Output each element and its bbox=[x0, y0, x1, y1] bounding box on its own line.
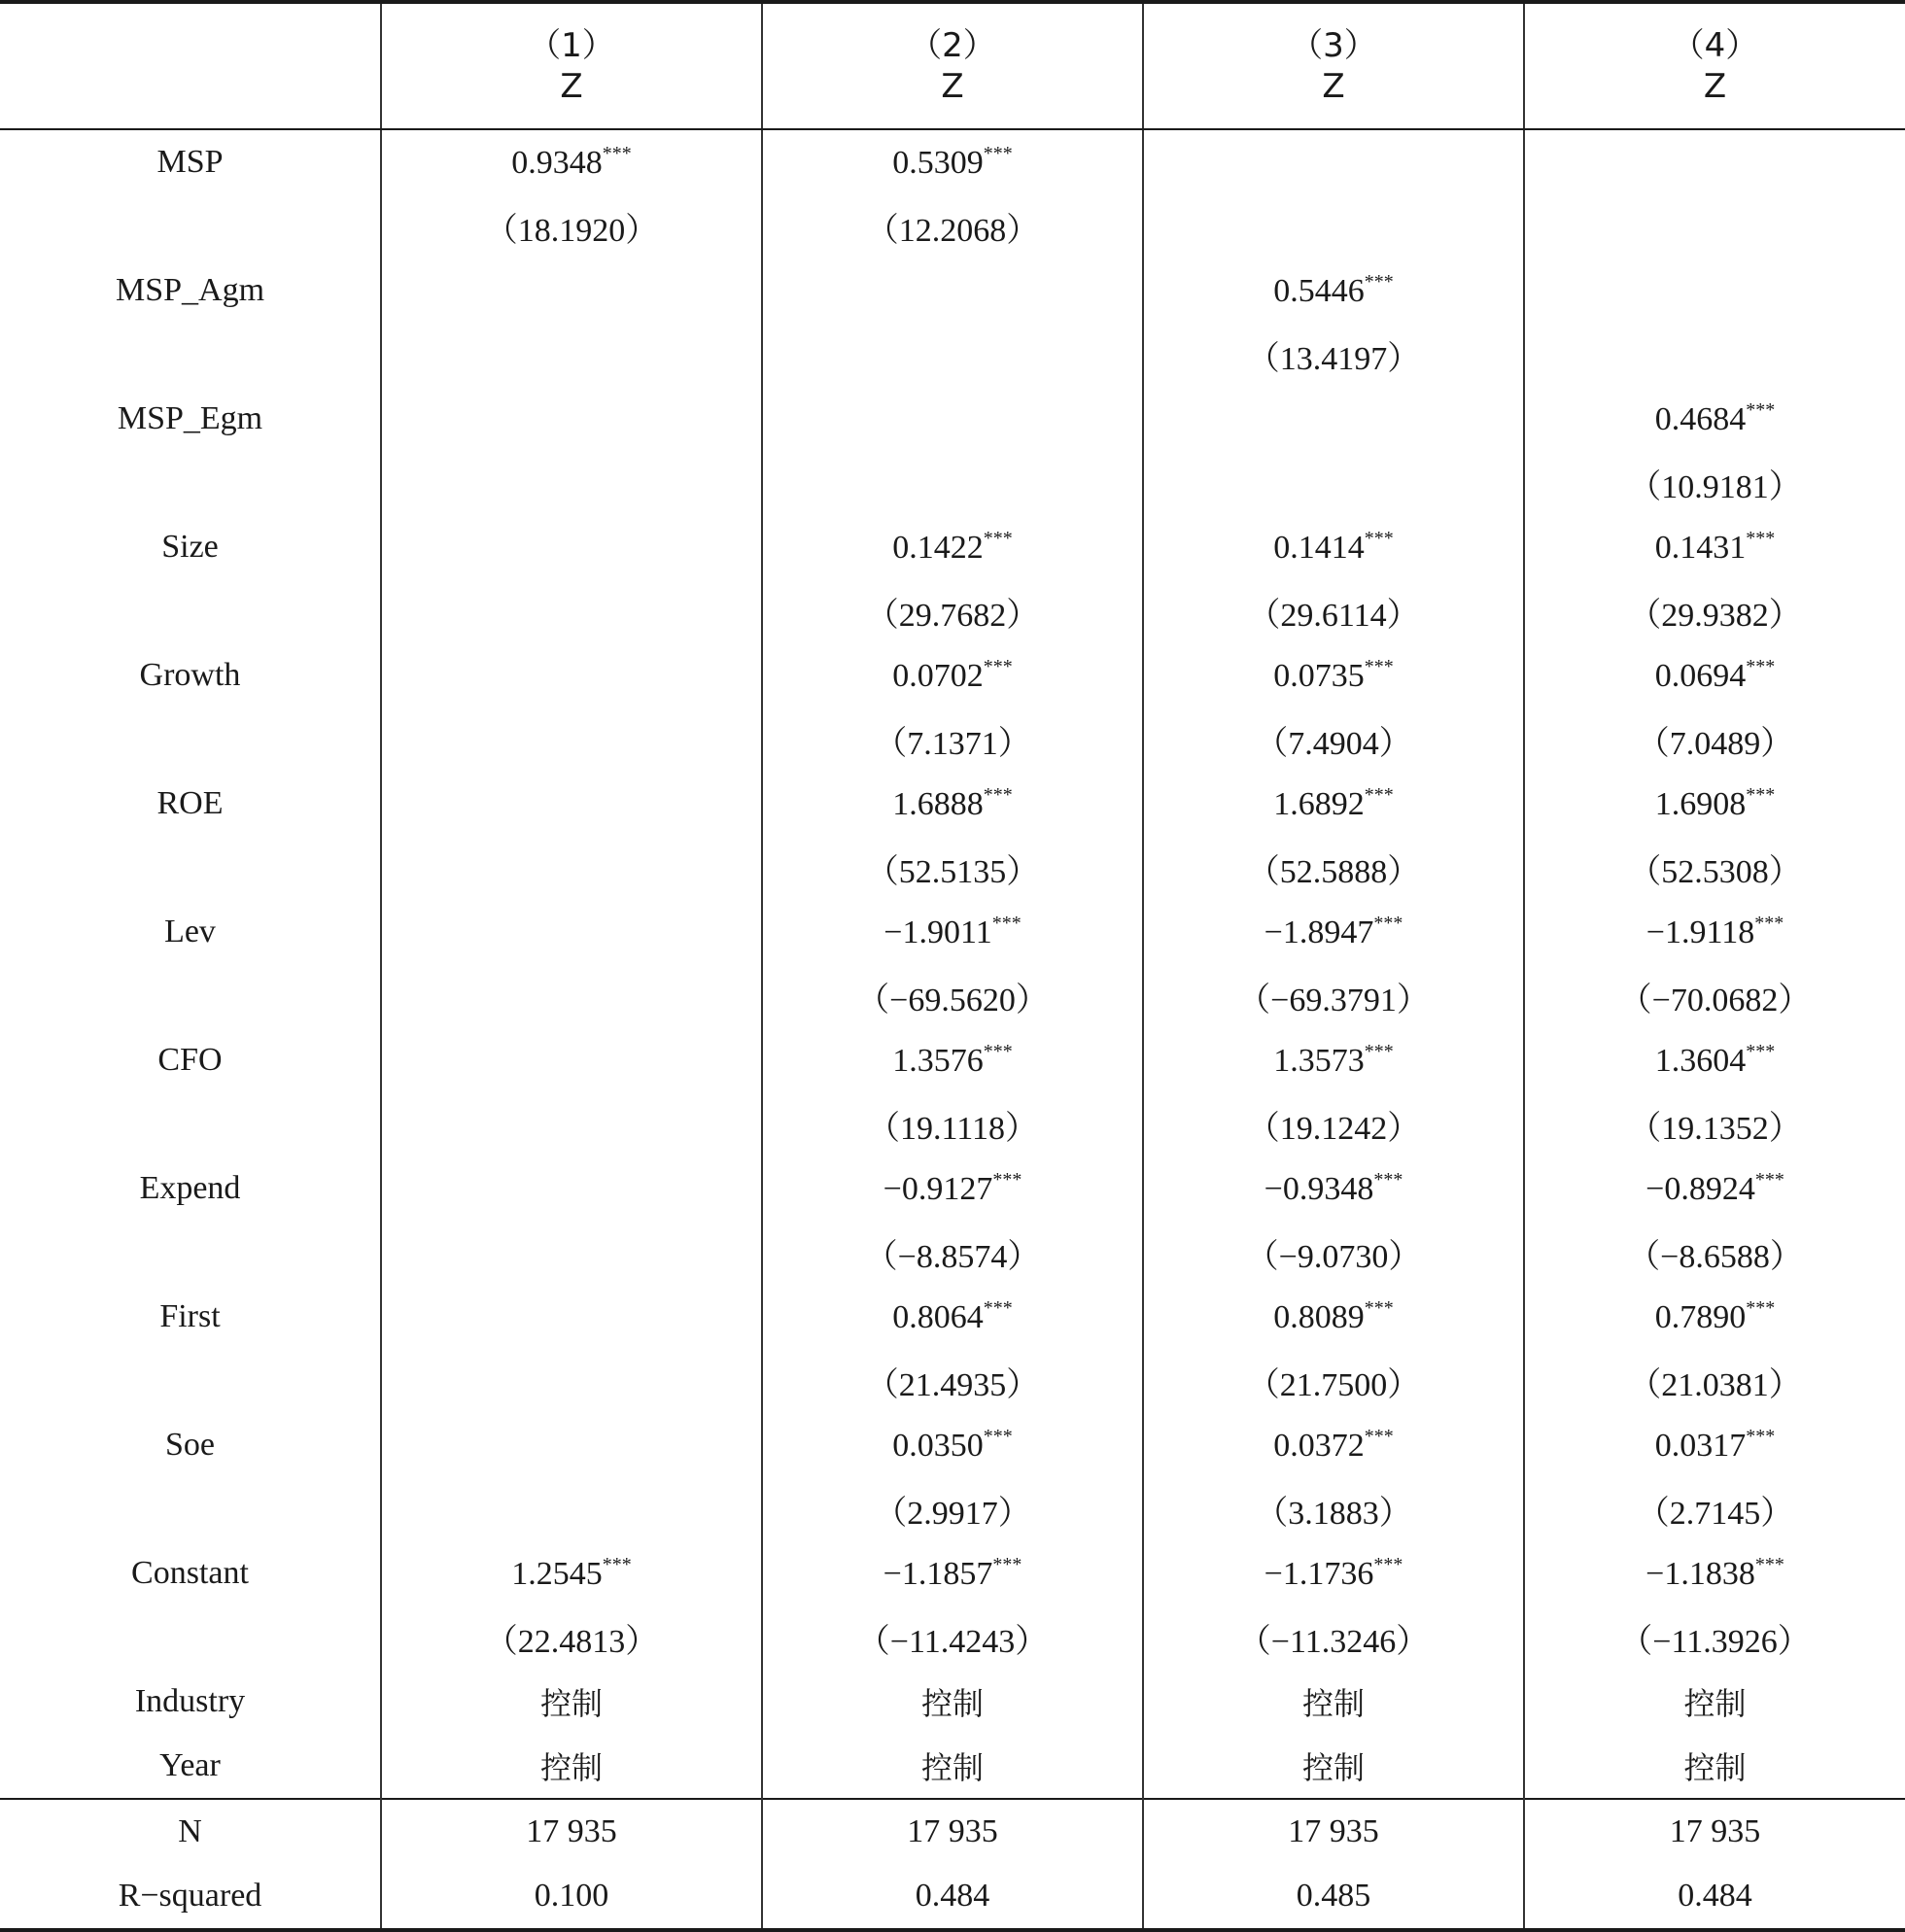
coef-cell bbox=[1524, 1541, 1905, 1605]
t-stat-cell bbox=[381, 964, 762, 1028]
coefficient-value: −1.1838 bbox=[1645, 1556, 1755, 1592]
t-stat-cell: （21.4935） bbox=[762, 1349, 1143, 1413]
coefficient-value: −1.9118 bbox=[1645, 914, 1755, 950]
coefficient-value: 0.5446 bbox=[1273, 273, 1365, 309]
coef-row-size bbox=[0, 515, 1905, 579]
coefficient-value: 0.1414 bbox=[1273, 530, 1365, 566]
coef-cell bbox=[1524, 1028, 1905, 1092]
control-label: Year bbox=[159, 1747, 221, 1783]
t-stat-cell bbox=[381, 451, 762, 515]
variable-label: Constant bbox=[131, 1555, 249, 1591]
column-dependent-var: Z bbox=[1322, 67, 1345, 106]
header-col-3 bbox=[1143, 2, 1524, 129]
control-cell: 控制 bbox=[381, 1734, 762, 1799]
stat-label: N bbox=[0, 1799, 381, 1864]
t-stat-cell: （2.7145） bbox=[1524, 1477, 1905, 1541]
tstat-label-empty bbox=[0, 964, 381, 1028]
column-number: （3） bbox=[1290, 26, 1377, 65]
variable-label: MSP_Agm bbox=[115, 272, 265, 308]
stat-cell: 0.100 bbox=[381, 1864, 762, 1930]
column-dependent-var: Z bbox=[1703, 67, 1727, 106]
statistics-rows bbox=[0, 1799, 1905, 1930]
t-stat-cell: （7.4904） bbox=[1143, 707, 1524, 772]
tstat-row-expend bbox=[0, 1221, 1905, 1285]
coef-cell bbox=[381, 772, 762, 836]
tstat-label-empty bbox=[0, 579, 381, 643]
coefficient-value: 0.7890 bbox=[1654, 1299, 1747, 1335]
control-cell: 控制 bbox=[1524, 1734, 1905, 1799]
significance-stars: *** bbox=[1746, 1041, 1776, 1062]
coef-cell bbox=[1524, 1285, 1905, 1349]
coefficient-value: 0.8089 bbox=[1273, 1299, 1365, 1335]
t-stat-cell: （52.5308） bbox=[1524, 836, 1905, 900]
variable-label: First bbox=[159, 1298, 221, 1334]
coef-cell bbox=[1524, 515, 1905, 579]
variable-label: Lev bbox=[164, 914, 216, 949]
significance-stars: *** bbox=[992, 1554, 1022, 1575]
coefficient-value: 0.1431 bbox=[1654, 530, 1747, 566]
coef-row-expend bbox=[0, 1156, 1905, 1221]
tstat-row-msp-agm bbox=[0, 323, 1905, 387]
coef-cell bbox=[762, 1156, 1143, 1221]
tstat-label-empty bbox=[0, 1477, 381, 1541]
tstat-row-soe bbox=[0, 1477, 1905, 1541]
coef-cell bbox=[1143, 643, 1524, 707]
significance-stars: *** bbox=[602, 143, 632, 164]
coefficient-rows bbox=[0, 129, 1905, 1799]
tstat-label-empty bbox=[0, 1221, 381, 1285]
t-stat-cell: （52.5888） bbox=[1143, 836, 1524, 900]
t-stat-cell: （−8.8574） bbox=[762, 1221, 1143, 1285]
t-stat-cell bbox=[381, 1092, 762, 1156]
coef-cell bbox=[1143, 1156, 1524, 1221]
significance-stars: *** bbox=[1754, 913, 1784, 934]
t-stat-cell: （10.9181） bbox=[1524, 451, 1905, 515]
significance-stars: *** bbox=[983, 1297, 1013, 1319]
coef-cell bbox=[762, 900, 1143, 964]
t-stat-cell: （12.2068） bbox=[762, 194, 1143, 259]
coefficient-value: 1.6888 bbox=[892, 786, 984, 822]
stat-label: R−squared bbox=[0, 1864, 381, 1930]
t-stat-cell: （22.4813） bbox=[381, 1605, 762, 1670]
coef-cell bbox=[1143, 772, 1524, 836]
header-col-1 bbox=[381, 2, 762, 129]
variable-label: ROE bbox=[156, 785, 224, 821]
control-cell: 控制 bbox=[762, 1670, 1143, 1734]
coef-cell bbox=[381, 900, 762, 964]
t-stat-cell: （−11.4243） bbox=[762, 1605, 1143, 1670]
tstat-row-cfo bbox=[0, 1092, 1905, 1156]
coefficient-value: 0.0735 bbox=[1273, 658, 1365, 694]
significance-stars: *** bbox=[1364, 271, 1394, 293]
variable-label: Soe bbox=[165, 1427, 215, 1463]
coef-cell bbox=[1524, 1413, 1905, 1477]
control-cell: 控制 bbox=[1143, 1670, 1524, 1734]
header-col-4 bbox=[1524, 2, 1905, 129]
t-stat-cell bbox=[1143, 194, 1524, 259]
coef-cell bbox=[381, 643, 762, 707]
tstat-row-msp-egm bbox=[0, 451, 1905, 515]
header-row bbox=[0, 2, 1905, 129]
coefficient-value: 0.0702 bbox=[892, 658, 984, 694]
coef-cell bbox=[1524, 259, 1905, 323]
coefficient-value: −1.8947 bbox=[1264, 914, 1374, 950]
t-stat-cell: （29.7682） bbox=[762, 579, 1143, 643]
variable-label: CFO bbox=[157, 1042, 223, 1078]
significance-stars: *** bbox=[1746, 399, 1776, 421]
tstat-label-empty bbox=[0, 707, 381, 772]
column-dependent-var: Z bbox=[560, 67, 583, 106]
significance-stars: *** bbox=[1373, 1169, 1403, 1190]
tstat-label-empty bbox=[0, 1349, 381, 1413]
coef-cell bbox=[762, 515, 1143, 579]
t-stat-cell bbox=[1143, 451, 1524, 515]
coef-cell bbox=[1524, 643, 1905, 707]
coefficient-value: 1.3573 bbox=[1273, 1043, 1365, 1079]
coef-cell bbox=[1143, 1541, 1524, 1605]
t-stat-cell bbox=[381, 323, 762, 387]
coef-cell bbox=[762, 259, 1143, 323]
t-stat-cell bbox=[381, 1477, 762, 1541]
t-stat-cell bbox=[381, 579, 762, 643]
coef-cell bbox=[762, 1028, 1143, 1092]
significance-stars: *** bbox=[1364, 784, 1394, 806]
significance-stars: *** bbox=[1746, 1297, 1776, 1319]
column-number: （2） bbox=[909, 26, 996, 65]
t-stat-cell: （3.1883） bbox=[1143, 1477, 1524, 1541]
t-stat-cell bbox=[1524, 194, 1905, 259]
coefficient-value: 0.1422 bbox=[892, 530, 984, 566]
stat-row-r-squared bbox=[0, 1864, 1905, 1930]
t-stat-cell: （18.1920） bbox=[381, 194, 762, 259]
coef-cell bbox=[1143, 129, 1524, 194]
coefficient-value: 1.3576 bbox=[892, 1043, 984, 1079]
significance-stars: *** bbox=[983, 1426, 1013, 1447]
t-stat-cell bbox=[381, 836, 762, 900]
variable-label: Size bbox=[161, 529, 219, 565]
coef-cell bbox=[762, 772, 1143, 836]
tstat-row-msp bbox=[0, 194, 1905, 259]
coef-cell bbox=[1524, 387, 1905, 451]
significance-stars: *** bbox=[1373, 1554, 1403, 1575]
stat-cell: 0.485 bbox=[1143, 1864, 1524, 1930]
t-stat-cell: （−11.3926） bbox=[1524, 1605, 1905, 1670]
coef-row-msp-egm bbox=[0, 387, 1905, 451]
significance-stars: *** bbox=[983, 784, 1013, 806]
column-number: （4） bbox=[1671, 26, 1759, 65]
t-stat-cell: （52.5135） bbox=[762, 836, 1143, 900]
coefficient-value: −0.9127 bbox=[883, 1171, 993, 1207]
significance-stars: *** bbox=[983, 528, 1013, 549]
significance-stars: *** bbox=[602, 1554, 632, 1575]
variable-label: MSP_Egm bbox=[117, 400, 263, 436]
significance-stars: *** bbox=[1754, 1169, 1784, 1190]
stat-cell: 0.484 bbox=[1524, 1864, 1905, 1930]
control-cell: 控制 bbox=[762, 1734, 1143, 1799]
coef-row-constant bbox=[0, 1541, 1905, 1605]
coefficient-value: 0.0317 bbox=[1654, 1428, 1747, 1464]
stat-row-n bbox=[0, 1799, 1905, 1864]
control-cell: 控制 bbox=[1143, 1734, 1524, 1799]
coefficient-value: −1.1857 bbox=[883, 1556, 993, 1592]
coef-cell bbox=[762, 387, 1143, 451]
significance-stars: *** bbox=[1746, 1426, 1776, 1447]
coef-cell bbox=[1524, 772, 1905, 836]
coef-row-cfo bbox=[0, 1028, 1905, 1092]
tstat-label-empty bbox=[0, 1605, 381, 1670]
header-col-2 bbox=[762, 2, 1143, 129]
tstat-row-lev bbox=[0, 964, 1905, 1028]
coefficient-value: 0.0372 bbox=[1273, 1428, 1365, 1464]
coef-cell bbox=[1143, 515, 1524, 579]
t-stat-cell: （−11.3246） bbox=[1143, 1605, 1524, 1670]
tstat-row-roe bbox=[0, 836, 1905, 900]
t-stat-cell bbox=[381, 707, 762, 772]
coef-cell bbox=[381, 1541, 762, 1605]
control-row-year bbox=[0, 1734, 1905, 1799]
stat-cell: 0.484 bbox=[762, 1864, 1143, 1930]
coef-cell bbox=[1143, 259, 1524, 323]
coefficient-value: 1.2545 bbox=[511, 1556, 603, 1592]
t-stat-cell: （−69.5620） bbox=[762, 964, 1143, 1028]
significance-stars: *** bbox=[983, 143, 1013, 164]
t-stat-cell: （21.0381） bbox=[1524, 1349, 1905, 1413]
coef-cell bbox=[381, 387, 762, 451]
coef-row-msp-agm bbox=[0, 259, 1905, 323]
t-stat-cell bbox=[762, 451, 1143, 515]
stat-cell: 17 935 bbox=[1524, 1799, 1905, 1864]
coef-cell bbox=[1143, 1413, 1524, 1477]
column-number: （1） bbox=[528, 26, 615, 65]
coef-row-msp bbox=[0, 129, 1905, 194]
t-stat-cell: （13.4197） bbox=[1143, 323, 1524, 387]
significance-stars: *** bbox=[1364, 1426, 1394, 1447]
tstat-label-empty bbox=[0, 451, 381, 515]
coef-row-soe bbox=[0, 1413, 1905, 1477]
tstat-label-empty bbox=[0, 194, 381, 259]
significance-stars: *** bbox=[1746, 656, 1776, 677]
t-stat-cell: （19.1118） bbox=[762, 1092, 1143, 1156]
t-stat-cell: （−9.0730） bbox=[1143, 1221, 1524, 1285]
t-stat-cell: （7.1371） bbox=[762, 707, 1143, 772]
coef-cell bbox=[381, 1413, 762, 1477]
t-stat-cell bbox=[381, 1349, 762, 1413]
coefficient-value: 0.5309 bbox=[892, 145, 984, 181]
t-stat-cell bbox=[381, 1221, 762, 1285]
coefficient-value: 0.8064 bbox=[892, 1299, 984, 1335]
variable-label: Growth bbox=[139, 657, 241, 693]
coef-cell bbox=[762, 1541, 1143, 1605]
coef-cell bbox=[381, 259, 762, 323]
coef-row-growth bbox=[0, 643, 1905, 707]
coef-cell bbox=[1524, 129, 1905, 194]
control-cell: 控制 bbox=[381, 1670, 762, 1734]
coef-cell bbox=[381, 1285, 762, 1349]
coef-cell bbox=[381, 129, 762, 194]
t-stat-cell: （−70.0682） bbox=[1524, 964, 1905, 1028]
coef-cell bbox=[1143, 900, 1524, 964]
significance-stars: *** bbox=[983, 656, 1013, 677]
header-corner bbox=[0, 2, 381, 129]
coefficient-value: −1.1736 bbox=[1264, 1556, 1374, 1592]
t-stat-cell: （−69.3791） bbox=[1143, 964, 1524, 1028]
significance-stars: *** bbox=[1364, 1297, 1394, 1319]
coef-cell bbox=[381, 515, 762, 579]
significance-stars: *** bbox=[1364, 1041, 1394, 1062]
t-stat-cell bbox=[762, 323, 1143, 387]
t-stat-cell: （2.9917） bbox=[762, 1477, 1143, 1541]
coefficient-value: −0.8924 bbox=[1645, 1171, 1755, 1207]
significance-stars: *** bbox=[991, 913, 1022, 934]
t-stat-cell bbox=[1524, 323, 1905, 387]
significance-stars: *** bbox=[983, 1041, 1013, 1062]
coef-row-roe bbox=[0, 772, 1905, 836]
coef-row-first bbox=[0, 1285, 1905, 1349]
variable-label: Expend bbox=[139, 1170, 241, 1206]
significance-stars: *** bbox=[1754, 1554, 1784, 1575]
t-stat-cell: （29.9382） bbox=[1524, 579, 1905, 643]
coef-cell bbox=[381, 1028, 762, 1092]
control-label: Industry bbox=[134, 1683, 246, 1719]
significance-stars: *** bbox=[992, 1169, 1022, 1190]
coef-cell bbox=[1524, 900, 1905, 964]
variable-label: MSP bbox=[156, 144, 224, 180]
significance-stars: *** bbox=[1364, 656, 1394, 677]
coef-cell bbox=[1143, 387, 1524, 451]
coefficient-value: −0.9348 bbox=[1264, 1171, 1374, 1207]
coefficient-value: 0.9348 bbox=[511, 145, 603, 181]
tstat-label-empty bbox=[0, 836, 381, 900]
significance-stars: *** bbox=[1373, 913, 1403, 934]
column-dependent-var: Z bbox=[941, 67, 964, 106]
tstat-row-size bbox=[0, 579, 1905, 643]
t-stat-cell: （7.0489） bbox=[1524, 707, 1905, 772]
coefficient-value: 0.0694 bbox=[1654, 658, 1747, 694]
t-stat-cell: （29.6114） bbox=[1143, 579, 1524, 643]
tstat-label-empty bbox=[0, 323, 381, 387]
t-stat-cell: （19.1242） bbox=[1143, 1092, 1524, 1156]
significance-stars: *** bbox=[1364, 528, 1394, 549]
stat-cell: 17 935 bbox=[762, 1799, 1143, 1864]
tstat-row-constant bbox=[0, 1605, 1905, 1670]
coef-cell bbox=[1143, 1285, 1524, 1349]
significance-stars: *** bbox=[1746, 784, 1776, 806]
coef-cell bbox=[1524, 1156, 1905, 1221]
coef-cell bbox=[762, 1285, 1143, 1349]
coefficient-value: 1.6908 bbox=[1654, 786, 1747, 822]
t-stat-cell: （21.7500） bbox=[1143, 1349, 1524, 1413]
tstat-label-empty bbox=[0, 1092, 381, 1156]
coef-cell bbox=[762, 643, 1143, 707]
tstat-row-first bbox=[0, 1349, 1905, 1413]
coefficient-value: 0.4684 bbox=[1654, 401, 1747, 437]
significance-stars: *** bbox=[1746, 528, 1776, 549]
tstat-row-growth bbox=[0, 707, 1905, 772]
stat-cell: 17 935 bbox=[381, 1799, 762, 1864]
coefficient-value: −1.9011 bbox=[883, 914, 992, 950]
stat-cell: 17 935 bbox=[1143, 1799, 1524, 1864]
coef-row-lev bbox=[0, 900, 1905, 964]
control-cell: 控制 bbox=[1524, 1670, 1905, 1734]
coef-cell bbox=[762, 129, 1143, 194]
coefficient-value: 0.0350 bbox=[892, 1428, 984, 1464]
coef-cell bbox=[762, 1413, 1143, 1477]
coefficient-value: 1.3604 bbox=[1654, 1043, 1747, 1079]
coef-cell bbox=[1143, 1028, 1524, 1092]
t-stat-cell: （−8.6588） bbox=[1524, 1221, 1905, 1285]
coefficient-value: 1.6892 bbox=[1273, 786, 1365, 822]
t-stat-cell: （19.1352） bbox=[1524, 1092, 1905, 1156]
control-row-industry bbox=[0, 1670, 1905, 1734]
coef-cell bbox=[381, 1156, 762, 1221]
